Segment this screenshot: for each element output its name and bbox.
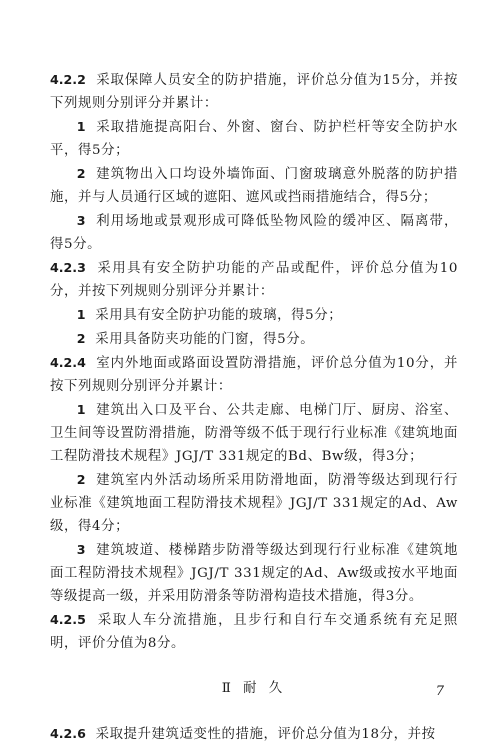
item-text: 建筑室内外活动场所采用防滑地面，防滑等级达到现行行业标准《建筑地面工程防滑技术规程》JGJ/T 331规定的Ad、Aw级，得4分； [50,473,459,534]
list-item [50,162,458,209]
clause-number: 4.2.4 [50,355,86,370]
item-text: 采用具备防夹功能的门窗，得5分。 [95,332,315,347]
item-text: 建筑物出入口均设外墙饰面、门窗玻璃意外脱落的防护措施，并与人员通行区域的遮阳、遮风或挡雨措施结合，得5分； [50,167,459,205]
list-item [50,115,458,162]
list-item [50,209,458,256]
clause-text: 采取保障人员安全的防护措施，评价总分值为15分，并按下列规则分别评分并累计： [50,73,459,111]
clause-4-2-5 [50,608,458,655]
list-item [50,303,458,327]
item-text: 采用具有安全防护功能的玻璃，得5分； [95,308,343,323]
clause-text: 采取提升建筑适变性的措施，评价总分值为18分，并按 [95,727,436,742]
clause-4-2-2 [50,68,458,115]
item-number: 2 [76,472,86,487]
item-number: 3 [76,213,86,228]
item-text: 利用场地或景观形成可降低坠物风险的缓冲区、隔离带，得5分。 [50,214,459,252]
item-number: 2 [76,166,86,181]
clause-number: 4.2.5 [50,612,86,627]
clause-4-2-4 [50,351,458,398]
list-item [50,327,458,351]
item-text: 建筑坡道、楼梯踏步防滑等级达到现行行业标准《建筑地面工程防滑技术规程》JGJ/T 331规定的Ad、Aw级或按水平地面等级提高一级，并采用防滑条等防滑构造技术措施，得3分。 [50,543,459,604]
item-text: 建筑出入口及平台、公共走廊、电梯门厅、厨房、浴室、卫生间等设置防滑措施，防滑等级不低于现行行业标准《建筑地面工程防滑技术规程》JGJ/T 331规定的Bd、Bw级，得3分； [50,403,459,464]
clause-number: 4.2.3 [50,260,86,275]
item-number: 1 [76,119,86,134]
list-item [50,468,458,538]
clause-number: 4.2.2 [50,72,86,87]
section-heading: Ⅱ 耐 久 [221,681,287,696]
clause-4-2-6 [50,722,458,746]
item-number: 1 [76,307,86,322]
item-number: 3 [76,542,86,557]
clause-text: 采用具有安全防护功能的产品或配件，评价总分值为10分，并按下列规则分别评分并累计： [50,261,458,299]
list-item [50,538,458,608]
item-text: 采取措施提高阳台、外窗、窗台、防护栏杆等安全防护水平，得5分； [50,120,459,158]
item-number: 2 [76,331,86,346]
clause-number: 4.2.6 [50,726,86,741]
document-body [50,68,458,746]
clause-text: 室内外地面或路面设置防滑措施，评价总分值为10分，并按下列规则分别评分并累计： [50,356,459,394]
clause-text: 采取人车分流措施，且步行和自行车交通系统有充足照明，评价分值为8分。 [50,613,459,651]
item-number: 1 [76,402,86,417]
clause-4-2-3 [50,256,458,303]
page-number: 7 [435,684,444,699]
list-item [50,398,458,468]
